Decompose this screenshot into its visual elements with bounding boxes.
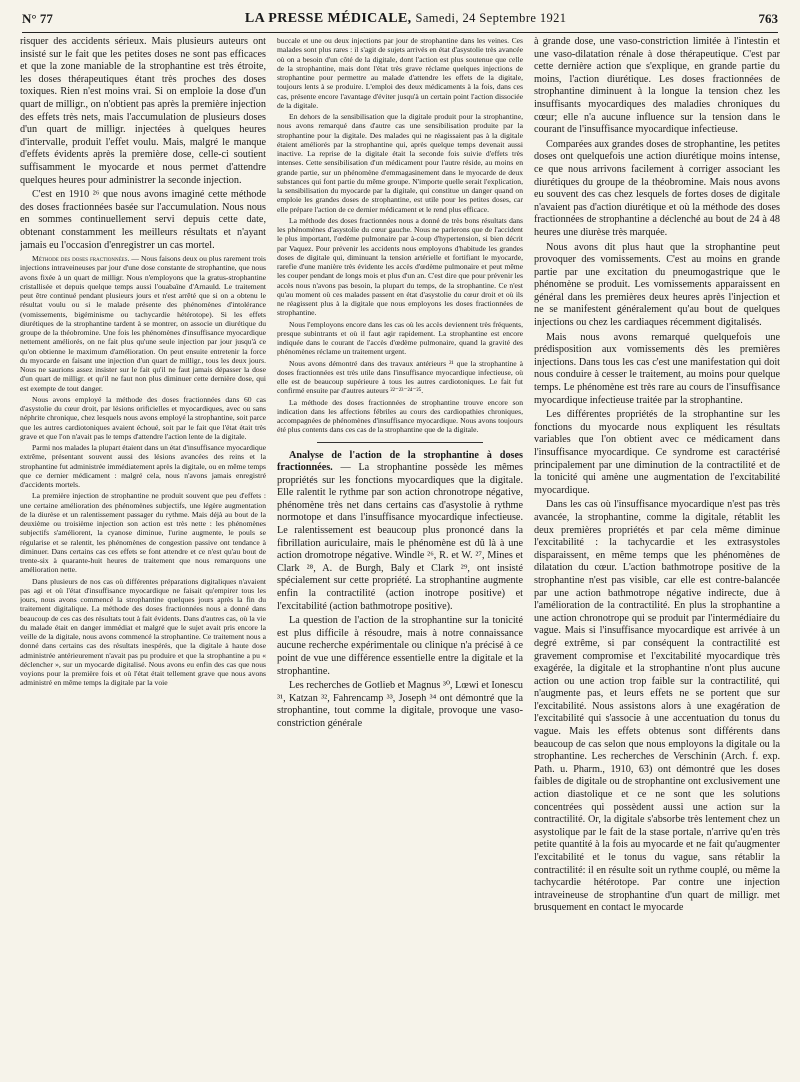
paragraph: Dans les cas où l'insuffisance myocardique n'est pas très avancée, la strophantine, comme la digitale, rétablit les deux premières propriétés et par cela même diminue l'excitabilité : la tachycardie et les extrasystoles disparaissent, en même temps que les phénomènes de dilatation du cœur. L'action bathmotrope positive de la strophantine n'est pas visible, car elle est contre-balancée par une action bathmotrope négative indirecte, due à l'amélioration de la contractilité. En plus la strophantine a une action chronotrope qui se produit par l'intermédiaire du vague. Mais si l'insuffisance myocardique est arrivée à un degré extrême, si par conséquent la contractilité est gravement compromise et l'excitabilité myocardique très exagérée, la digitale et la strophantine n'ont plus aucune action ou une action trop faible sur la contractilité, qui n'augmente pas, et leurs effets ne se portent que sur l'excitabilité. Nous assistons alors à une exagération de l'excitabilité qui s'associe à une accentuation du tonus du vague. Mais les effets obtenus sont différents dans beaucoup de cas selon que nous employons la digitale ou la strophantine. Les recherches de Verschinin (Arch. f. exp. Path. u. Pharm., 1910, 63) ont démontré que les doses faibles de digitale ou de strophantine ont exclusivement une action diastolique et ce ne sont que les solutions concentrées qui possèdent aussi une action sur la contractilité. Or, la digitale s'absorbe très lentement chez un asystolique par le fait de la stase portale, n'arrive qu'en très petite quantité à la fois au myocarde et ne fait qu'augmenter l'excitabilité et le tonus du vague, sans rétablir la contractilité: il en résulte soit un rythme couplé, ou même la tachycardie hétérotope. Par contre une injection intraveineuse de strophantine d'un quart de milligr. met brusquement en contact le myocarde	[534, 499, 780, 914]
paragraph: à grande dose, une vaso-constriction limitée à l'intestin et une vaso-dilatation rénale à dose thérapeutique. C'est par cette dernière action que s'explique, en grande partie du moins, l'action diurétique. Les doses fractionnées de strophantine diminuent à la longue la tension chez les insuffisants myocardiques des maladies chroniques du cœur; elle n'a aucune influence sur la tension dans le courant de l'insuffisance myocardique infectieuse.	[534, 36, 780, 136]
paragraph: Nous avons dit plus haut que la strophantine peut provoquer des vomissements. C'est au moins en grande partie par une excitation du pneumogastrique que le phénomène se produit. Les vomissements apparaissent en général dans les premières deux heures après l'injection et ne se manifestent généralement qu'au bout de quelques injections ou chez les cardiaques récemment digitalisés.	[534, 241, 780, 329]
column-3	[534, 36, 780, 1076]
column-2	[277, 36, 523, 1076]
section-title: Analyse de l'action de la strophantine à doses fractionnées.	[277, 449, 523, 474]
paragraph: Les différentes propriétés de la strophantine sur les fonctions du myocarde nous expliquent les résultats variables que l'on obtient avec ce médicament dans l'insuffisance myocardique. Ce syndrome est caractérisé principalement par une diminution de la contractilité et de la tonicité qui amène une augmentation de l'excitabilité myocardique.	[534, 409, 780, 496]
paragraph: Les recherches de Gotlieb et Magnus ³⁰, Lœwi et Ionescu ³¹, Katzan ³², Fahrencamp ³³, Joseph ³⁴ ont démontré que la strophantine, tout comme la digitale, provoque une vaso-constriction générale	[277, 680, 523, 729]
paragraph-text: — La strophantine possède les mêmes propriétés sur les fonctions myocardiques que la digitale. Elle ralentit le rythme par son action chronotrope négative, phénomène très net dans certains cas d'asystolie à rythme normotope et dans l'insuffisance myocardique infectieuse. Le ralentissement est beaucoup plus prononcé dans la fibrillation auriculaire, mais le phénomène est dû là à une action dromotrope négative. Windle ²⁶, R. et W. ²⁷, Mines et Clark ²⁸, A. de Burgh, Baly et Clark ²⁹, ont insisté spécialement sur cette propriété. La strophantine augmente enfin la contractilité (action inotrope positive) et l'excitabilité (action bathmotrope positive).	[277, 462, 523, 612]
paragraph: Nous avons employé la méthode des doses fractionnées dans 60 cas d'asystolie du cœur droit, par lésions orificielles et myocardiques, avec ou sans néphrite chronique, chez lesquels nous avons employé la strophantine, soit parce que les autres cardiotoniques avaient échoué, soit par le fait que l'état était très grave et que l'on n'avait pas le temps d'attendre l'action lente de la digitale.	[20, 394, 266, 441]
masthead	[245, 11, 567, 27]
journal-name: LA PRESSE MÉDICALE,	[244, 11, 412, 26]
paragraph: Dans plusieurs de nos cas où différentes préparations digitaliques n'avaient pas agi et où l'état d'insuffisance myocardique ne faisait qu'empirer tous les jours, nous avons commencé la strophantine quelques jours après la fin du traitement digitalique. La méthode des doses fractionnées nous a donné dans beaucoup de ces cas des résultats tout à fait évidents. Dans d'autres cas, où la vie du malade était en danger immédiat et malgré que le sujet avait pris encore la veille de la digitale, nous avons commencé la strophantine. Ce traitement nous a donné dans certains cas des résultats inespérés, que la digitale à haute dose administrée antérieurement n'avait pas pu produire et que la strophantine a pu « déclencher », sur un myocarde digitalisé. Nous avons eu enfin des cas que nous voyions pour la première fois et où l'état était tellement grave que nous avons administré en même temps la digitale par la voie	[20, 576, 266, 688]
paragraph: La méthode des doses fractionnées de strophantine trouve encore son indication dans les affections fébriles au cours des cardiopathies chroniques, accompagnées de phénomènes d'insuffisance myocardique. Nous avons toujours été plus contents dans ces cas de la strophantine que de la digitale.	[277, 397, 523, 435]
section-divider	[317, 442, 483, 443]
paragraph: Nous l'employons encore dans les cas où les accès deviennent très fréquents, presque subintrants et où il faut agir rapidement. La strophantine est encore indiquée dans le courant de l'accès d'œdème pulmonaire, quand la gravité des phénomènes réclame un traitement urgent.	[277, 319, 523, 357]
issue-date: Samedi, 24 Septembre 1921	[415, 11, 567, 25]
paragraph: buccale et une ou deux injections par jour de strophantine dans les veines. Ces malades sont plus rares : il s'agit de sujets arrivés en état d'asystolie très avancée où on a besoin d'un côté de la digitale, dont l'action est plus soutenue que celle de la strophantine, mais dont l'état très grave réclame quelques injections de strophantine pour permettre au malade d'attendre les effets de la digitale, toujours lents à se produire. L'emploi des deux médicaments à la fois, dans ces cas, présente encore l'avantage d'éviter jusqu'à un certain point l'action dissociée de la digitale.	[277, 36, 523, 110]
page-header	[22, 6, 778, 33]
article-columns	[20, 36, 780, 1076]
paragraph: Mais nous avons remarqué quelquefois une prédisposition aux vomissements dès les premières injections. Dans tous les cas c'est une manifestation qui doit nous conduire à cesser le traitement, au moins pour quelque temps. Le phénomène est très rare au cours de l'insuffisance myocardique infectieuse traitée par la strophantine.	[534, 331, 780, 406]
paragraph-text: Nous faisons deux ou plus rarement trois injections intraveineuses par jour d'une dose constante de strophantine, que nous avons fixée à un quart de milligr. Nous n'employons que la gratus-strophantine cristallisée et depuis quelque temps aussi l'ouabaïne d'Arnauld. Le traitement peut être continué pendant plusieurs jours et n'est arrêté que si on a obtenu le résultat voulu ou si le malade présente des phénomènes d'intolérance (vomissements, bigéminisme ou tachycardie hétérotope). Si les effets diurétiques de la strophantine tardent à se montrer, on associe un diurétique du groupe de la théobromine. Une fois les phénomènes d'insuffisance myocardique nettement améliorés, on ne fait plus qu'une seule injection par jour jusqu'à ce qu'on obtienne le maximum d'amélioration. On peut ensuite entretenir la force du myocarde en faisant une injection d'un quart de milligr., tous les deux jours. Nous ne saurions assez insister sur le fait qu'il ne faut jamais dépasser la dose d'un quart de milligr. et qu'il ne faut non plus diminuer cette dernière dose, qui est exempte de tout danger.	[20, 254, 266, 393]
paragraph: C'est en 1910 ²⁶ que nous avons imaginé cette méthode des doses fractionnées basée sur l'accumulation. Nous nous en sommes continuellement servi depuis cette date, obtenant constamment les meilleurs résultats et n'ayant jamais eu l'occasion d'enregistrer un cas mortel.	[20, 189, 266, 251]
paragraph: Nous avons démontré dans des travaux antérieurs ²¹ que la strophantine à doses fractionnées est très utile dans l'insuffisance myocardique infectieuse, où elle est de beaucoup supérieure à tous les autres cardiotoniques. Le fait fut confirmé ensuite par d'autres auteurs ²²⁻²³⁻²⁴⁻²⁵.	[277, 358, 523, 396]
paragraph: La méthode des doses fractionnées nous a donné de très bons résultats dans les phénomènes d'asystolie du cœur gauche. Nous ne parlerons que de l'accident le plus important, l'œdème pulmonaire par à-coup d'hypertension, si bien décrit par Vaquez. Pour prévenir les accidents nous employons d'habitude les grandes doses de digitale qui, diminuant la tension artérielle et fortifiant le myocarde, rarefie d'une manière très évidente les accès d'œdème pulmonaire et peut même les couper pendant de longs mois et plus d'un an. C'est dire que pour prévenir les accès nous n'avons pas besoin, la plupart du temps, de la strophantine. Ce n'est qu'au moment où ces malades passent en état d'asystolie du cœur droit et où ils ne réagissent plus à la digitale que nous employons les doses fractionnées de strophantine.	[277, 215, 523, 318]
column-1	[20, 36, 266, 1076]
paragraph: Parmi nos malades la plupart étaient dans un état d'insuffisance myocardique extrême, présentant souvent aussi des lésions avancées des reins et la strophantine fut administrée immédiatement après la digitale, ou en même temps que ce dernier médicament : malgré cela, nous n'avons jamais enregistré d'accidents mortels.	[20, 443, 266, 490]
paragraph: La première injection de strophantine ne produit souvent que peu d'effets : une certaine amélioration des phénomènes subjectifs, une légère augmentation de la diurèse et un ralentissement passager du rythme. Mais déjà au bout de la deuxième ou troisième injection son action est très nette : les phénomènes subjectifs s'améliorent, la cyanose diminue, l'urine augmente, le pouls se régularise et se ralentit, les phénomènes de congestion passive ont tendance à diminuer. Dans certains cas ces effets se font attendre et ce n'est qu'au bout de trente-six à quarante-huit heures de traitement que nous remarquons une amélioration nette.	[20, 491, 266, 575]
paragraph: risquer des accidents sérieux. Mais plusieurs auteurs ont insisté sur le fait que les petites doses ne sont pas efficaces et que la zone maniable de la strophantine est très étroite, les doses thérapeutiques étant très proches des doses toxiques. Rien n'est moins vrai. Si on emploie la dose d'un quart de milligr., on n'obtient pas après la première injection des effets très nets, mais l'accumulation de plusieurs doses d'un quart de milligr. injectées à quelques heures d'intervalle, produit l'effet voulu. Mais, malgré le manque d'effets évidents après la première dose, celle-ci soutient suffisamment le myocarde et nous permet d'attendre quelques heures pour administrer la seconde injection.	[20, 36, 266, 186]
paragraph: En dehors de la sensibilisation que la digitale produit pour la strophantine, nous avons remarqué dans d'autre cas une sensibilisation produite par la strophantine pour la digitale. Des malades qui ne réagissaient pas à la digitale étaient améliorés par la strophantine qui, après quelque temps devenait aussi inactive. La reprise de la digitale était la seconde fois suivie d'effets très intenses. Cette sensibilisation d'un médicament pour l'autre réside, au moins en grande partie, sur un phénomène d'emmagasinement dans le myocarde de deux substances qui font partie du même groupe. N'importe quelle serait l'explication, la sensibilisation du myocarde par la digitale, qui constitue un danger quand on emploie les grandes doses de strophantine, est utile pour les petites doses, car elle prépare l'action de ce dernier médicament et le rend plus efficace.	[277, 112, 523, 214]
page-number: 763	[758, 11, 778, 26]
section-paragraph	[277, 450, 523, 614]
paragraph: La question de l'action de la strophantine sur la tonicité est plus difficile à résoudre, mais à notre connaissance aucune recherche expérimentale ou clinique n'a précisé à ce point de vue une différence essentielle entre la digitale et la strophantine.	[277, 615, 523, 677]
issue-number: N° 77	[22, 11, 53, 26]
paragraph: Comparées aux grandes doses de strophantine, les petites doses ont quelquefois une action diurétique moins intense, ce que nous arrivons facilement à corriger associant les diurétiques du groupe de la théobromine. Mais nous avons eu souvent des cas chez lesquels de fortes doses de digitale n'avaient pas d'action diurétique et où la méthode des doses fractionnées de strophantine a déclenché au bout de 24 à 48 heures une diurèse très marquée.	[534, 138, 780, 238]
paragraph-method	[20, 254, 266, 393]
paragraph-label: Méthode des doses fractionnées. —	[32, 254, 139, 264]
